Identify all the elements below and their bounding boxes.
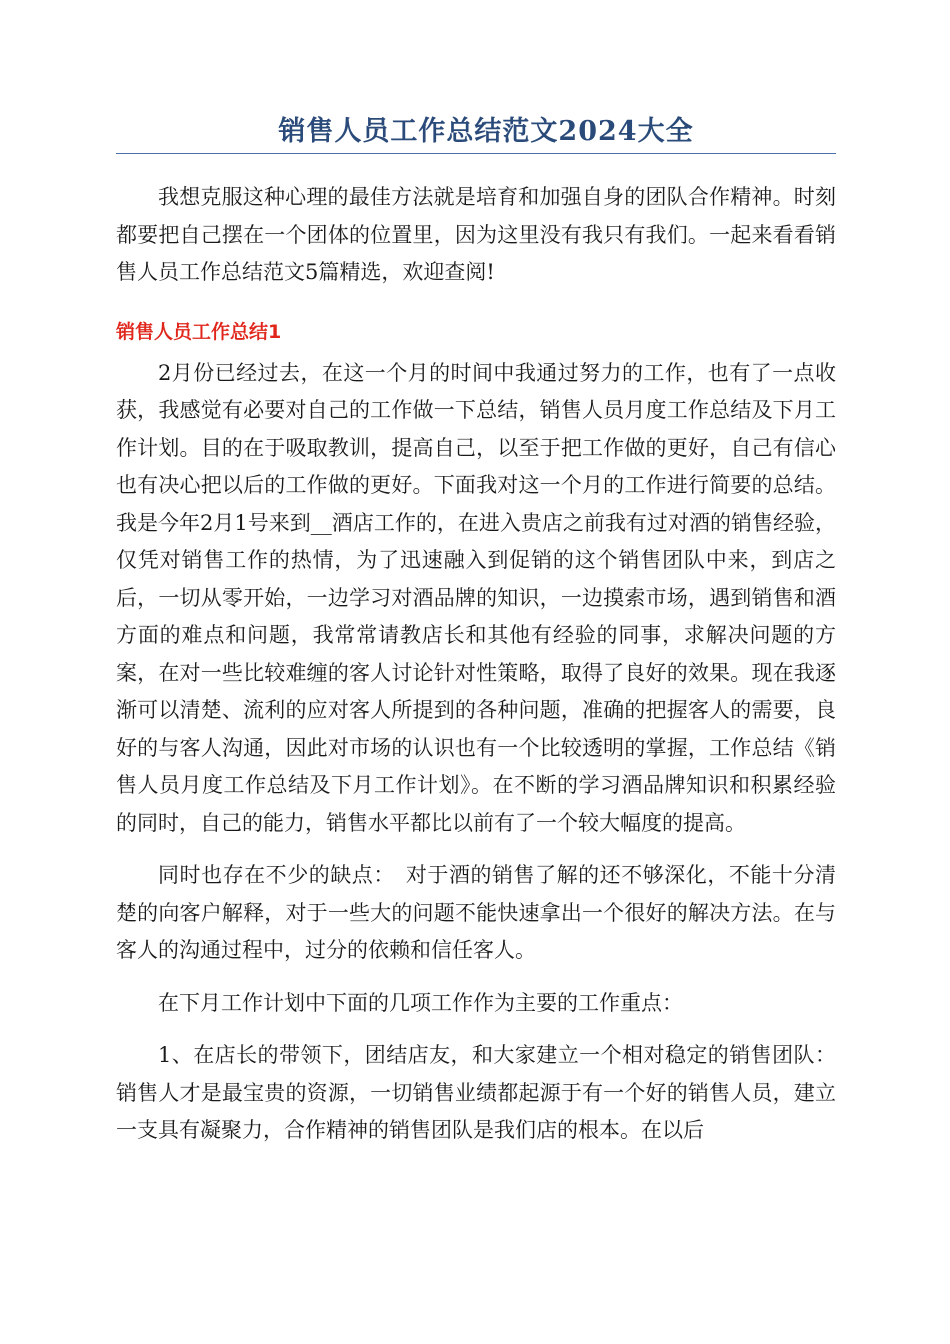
document-title: 销售人员工作总结范文2024大全 [278,116,694,147]
body-paragraph-1: 2月份已经过去，在这一个月的时间中我通过努力的工作，也有了一点收获，我感觉有必要对自己的工作做一下总结，销售人员月度工作总结及下月工作计划。目的在于吸取教训，提高自己，以至于把工作做的更好，自己有信心也有决心把以后的工作做的更好。下面我对这一个月的工作进行简要的总结。我是今年2月1号来到__酒店工作的，在进入贵店之前我有过对酒的销售经验，仅凭对销售工作的热情，为了迅速融入到促销的这个销售团队中来，到店之后，一切从零开始，一边学习对酒品牌的知识，一边摸索市场，遇到销售和酒方面的难点和问题，我常常请教店长和其他有经验的同事，求解决问题的方案，在对一些比较难缠的客人讨论针对性策略，取得了良好的效果。现在我逐渐可以清楚、流利的应对客人所提到的各种问题，准确的把握客人的需要，良好的与客人沟通，因此对市场的认识也有一个比较透明的掌握，工作总结《销售人员月度工作总结及下月工作计划》。在不断的学习酒品牌知识和积累经验的同时，自己的能力，销售水平都比以前有了一个较大幅度的提高。 [116,360,836,835]
body-paragraph-3: 在下月工作计划中下面的几项工作作为主要的工作重点： [158,990,683,1015]
body-paragraph-2: 同时也存在不少的缺点： 对于酒的销售了解的还不够深化，不能十分清楚的向客户解释，对于一些大的问题不能快速拿出一个很好的解决方法。在与客人的沟通过程中，过分的依赖和信任客人。 [116,863,836,962]
body-paragraph-4: 1、在店长的带领下，团结店友，和大家建立一个相对稳定的销售团队：销售人才是最宝贵的资源，一切销售业绩都起源于有一个好的销售人员，建立一支具有凝聚力，合作精神的销售团队是我们店的根本。在以后 [116,1043,836,1142]
title-underline [116,153,836,154]
intro-paragraph: 我想克服这种心理的最佳方法就是培育和加强自身的团队合作精神。时刻都要把自己摆在一个团体的位置里，因为这里没有我只有我们。一起来看看销售人员工作总结范文5篇精选，欢迎查阅! [116,185,836,284]
section-heading: 销售人员工作总结1 [116,320,282,343]
document-page [116,112,836,1150]
